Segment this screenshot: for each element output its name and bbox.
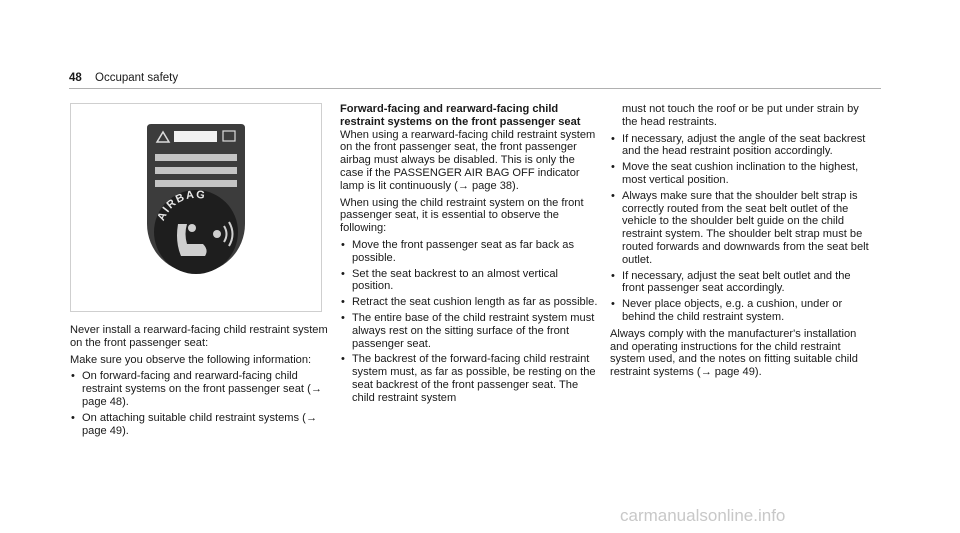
watermark: carmanualsonline.info <box>620 506 786 525</box>
column-right <box>610 103 872 383</box>
paragraph-observe-info: Make sure you observe the following information: <box>70 353 312 366</box>
airbag-warning-label-illustration <box>71 104 321 311</box>
airbag-warning-figure <box>70 103 322 312</box>
column-middle <box>340 103 598 409</box>
label-text-bar <box>155 167 237 174</box>
list-item: • If necessary, adjust the angle of the seat backrest and the head restraint position accordingly. <box>610 133 872 159</box>
list-item: • Set the seat backrest to an almost vertical position. <box>340 268 598 294</box>
label-white-bar <box>174 131 217 142</box>
section-title: Occupant safety <box>95 72 179 84</box>
list-item: • The backrest of the forward-facing child restraint system must, as far as possible, be resting on the seat backrest of the front passenger seat. The child restraint system <box>340 353 598 404</box>
info-list <box>70 370 328 437</box>
list-item: • Retract the seat cushion length as far as possible. <box>340 296 598 309</box>
paragraph-rearward-facing: When using a rearward-facing child restraint system on the front passenger seat, the front passenger airbag must always be disabled. This is only the case if the PASSENGER AIR BAG OFF indicator lamp is lit continuously (→ page 38). <box>340 128 596 192</box>
list-item: • Always make sure that the shoulder belt strap is correctly routed from the seat belt outlet of the vehicle to the shoulder belt guide on the child restraint system. The shoulder belt strap must be routed forwards and downwards from the seat belt outlet. <box>610 190 872 267</box>
column-left <box>70 324 328 441</box>
section-heading: Forward-facing and rearward-facing child restraint systems on the front passenger seat <box>340 103 581 128</box>
airbag-arc-text: AIRBAG <box>155 188 207 223</box>
list-item: • On forward-facing and rearward-facing child restraint systems on the front passenger seat (→ page 48). <box>70 370 328 408</box>
page-number: 48 <box>69 72 82 84</box>
list-item: • On attaching suitable child restraint systems (→ page 49). <box>70 412 328 438</box>
header-rule <box>69 88 881 89</box>
paragraph-never-install: Never install a rearward-facing child restraint system on the front passenger seat: <box>70 324 328 349</box>
list-item: • Move the seat cushion inclination to the highest, most vertical position. <box>610 161 872 187</box>
list-item: • If necessary, adjust the seat belt outlet and the front passenger seat accordingly. <box>610 270 872 296</box>
list-item: • Never place objects, e.g. a cushion, under or behind the child restraint system. <box>610 298 872 324</box>
page-header <box>69 72 178 84</box>
label-text-bar <box>155 154 237 161</box>
list-item: • The entire base of the child restraint system must always rest on the sitting surface of the front passenger seat. <box>340 312 598 350</box>
label-text-bar <box>155 180 237 187</box>
list-item: • Move the front passenger seat as far back as possible. <box>340 239 598 265</box>
continued-text: must not touch the roof or be put under strain by the head restraints. <box>622 103 859 128</box>
paragraph-observe-following: When using the child restraint system on the front passenger seat, it is essential to observe the following: <box>340 196 584 235</box>
paragraph-always-comply: Always comply with the manufacturer's installation and operating instructions for the child restraint system used, and the notes on fitting suitable child restraint systems (→ page 49). <box>610 327 858 379</box>
instruction-list-continued <box>610 133 872 324</box>
instruction-list <box>340 239 598 405</box>
